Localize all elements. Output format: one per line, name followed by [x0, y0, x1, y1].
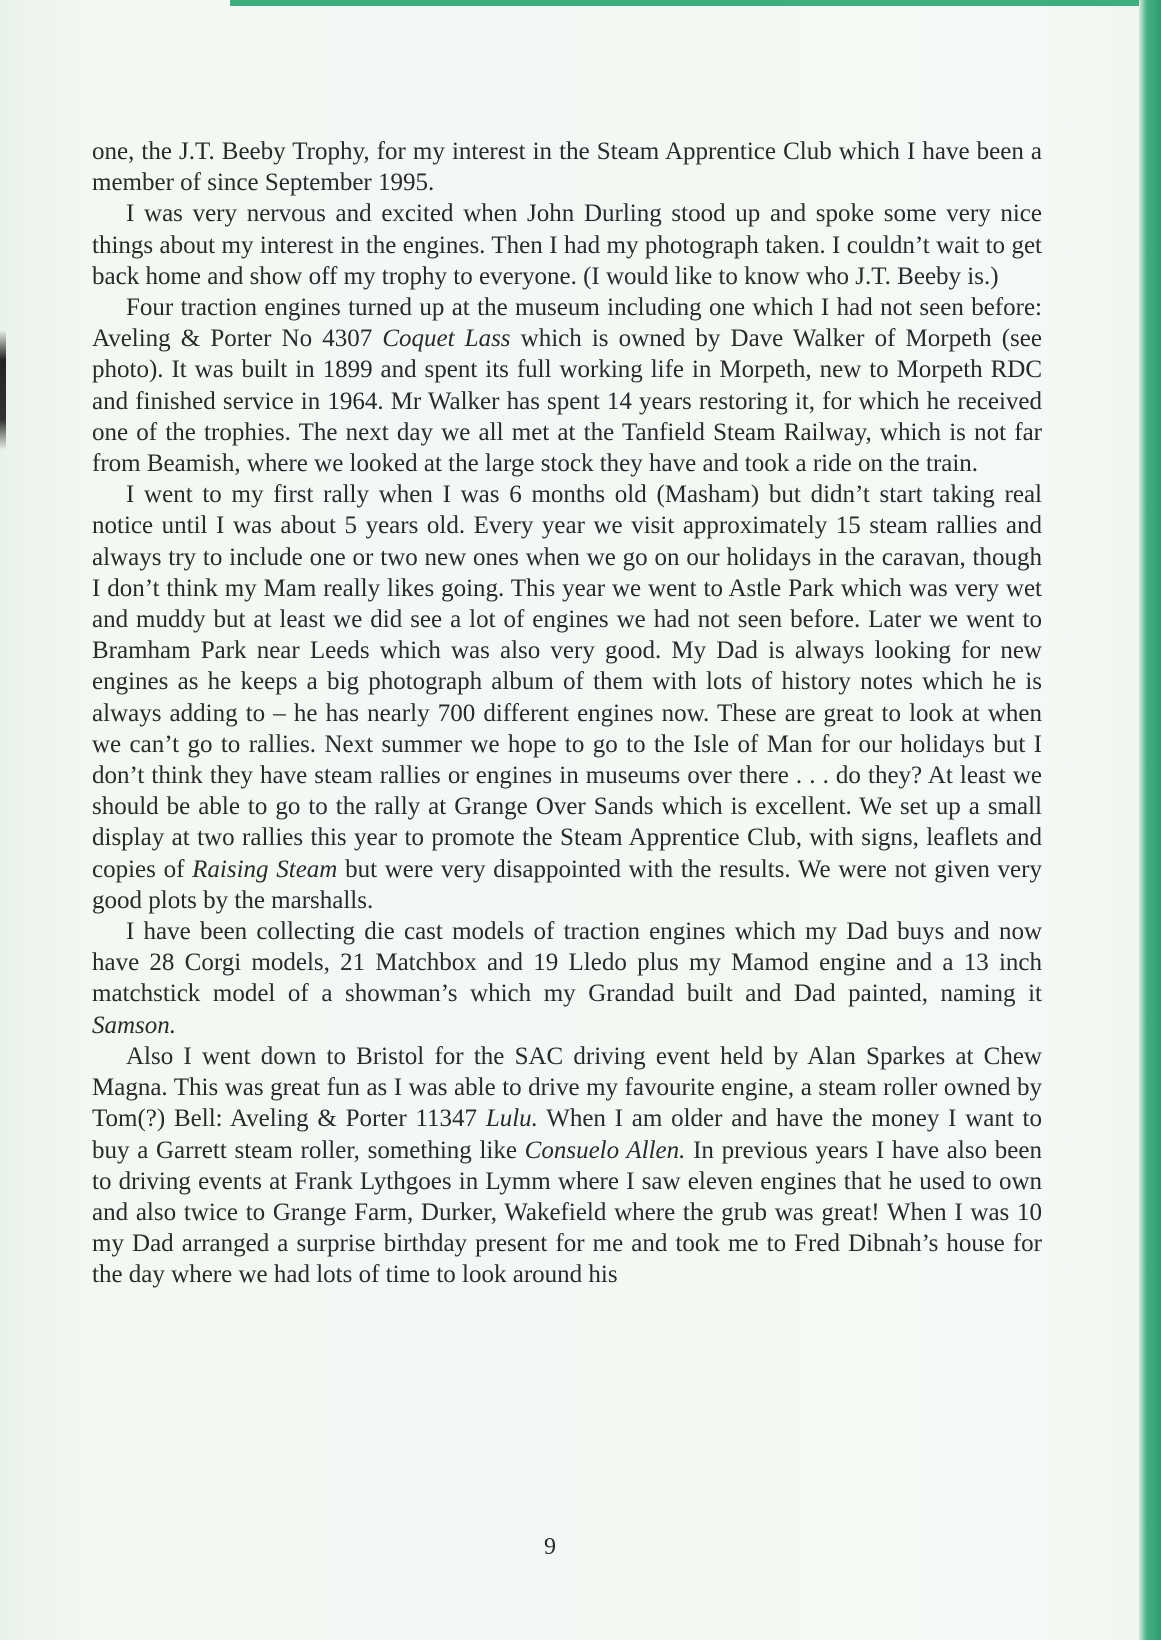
text-run: I went to my first rally when I was 6 months old (Masham) but didn’t start taking real notice until I was about 5 years old. Every year we visit approximately 15 steam rallies and always try to include one or two new ones when we go on our holidays in the caravan, though I don’t think my Mam really likes going. This year we went to Astle Park which was very wet and muddy but at least we did see a lot of engines we had not seen before. Later we went to Bramham Park near Leeds which was also very good. My Dad is always looking for new engines as he keeps a big photograph album of them with lots of history notes which he is always adding to – he has nearly 700 different engines now. These are great to look at when we can’t go to rallies. Next summer we hope to go to the Isle of Man for our holidays but I don’t think they have steam rallies or engines in museums over there . . . do they? At least we should be able to go to the rally at Grange Over Sands which is excellent. We set up a small display at two rallies this year to promote the Steam Apprentice Club, with signs, leaflets and copies of [92, 481, 1042, 883]
binding-shadow [0, 330, 6, 450]
page-number: 9 [544, 1534, 556, 1560]
paragraph [92, 136, 1042, 198]
paragraph [92, 1041, 1042, 1291]
italic-title: Consuelo Allen. [524, 1136, 686, 1164]
paragraph [92, 479, 1042, 916]
page-top-border [230, 0, 1161, 6]
text-run: I was very nervous and excited when John Durling stood up and spoke some very nice things about my interest in the engines. Then I had my photograph taken. I couldn’t wait to get back home and show off my trophy to everyone. (I would like to know who J.T. Beeby is.) [92, 200, 1042, 290]
text-run: Four traction engines turned up at the museum including one which I had not seen before: Aveling & Porter No 4307 [92, 294, 1042, 353]
paragraph [92, 292, 1042, 479]
text-run: but were very disappointed with the results. We were not given very good plots by the marshalls. [92, 855, 1042, 914]
text-run: In previous years I have also been to driving events at Frank Lythgoes in Lymm where I saw eleven engines that he used to own and also twice to Grange Farm, Durker, Wakefield where the grub was great! When I was 10 my Dad arranged a surprise birthday present for me and took me to Fred Dibnah’s house for the day where we had lots of time to look around his [92, 1136, 1042, 1289]
text-run: one, the J.T. Beeby Trophy, for my interest in the Steam Apprentice Club which I have been a member of since September 1995. [92, 138, 1042, 197]
italic-title: Coquet Lass [382, 325, 511, 353]
text-run: Also I went down to Bristol for the SAC driving event held by Alan Sparkes at Chew Magna. This was great fun as I was able to drive my favourite engine, a steam roller owned by Tom(?) Bell: Aveling & Porter 11347 [92, 1042, 1042, 1133]
paragraph [92, 198, 1042, 292]
text-run: I have been collecting die cast models of traction engines which my Dad buys and now have 28 Corgi models, 21 Matchbox and 19 Lledo plus my Mamod engine and a 13 inch matchstick model of a showman’s which my Grandad built and Dad painted, naming it [92, 918, 1042, 1008]
italic-title: Samson. [92, 1011, 177, 1039]
page-right-border [1139, 0, 1161, 1640]
italic-title: Raising Steam [192, 855, 338, 883]
italic-title: Lulu. [485, 1105, 538, 1133]
body-text [92, 136, 1042, 1291]
text-run: which is owned by Dave Walker of Morpeth (see photo). It was built in 1899 and spent its full working life in Morpeth, new to Morpeth RDC and finished service in 1964. Mr Walker has spent 14 years restoring it, for which he received one of the trophies. The next day we all met at the Tanfield Steam Railway, which is not far from Beamish, where we looked at the large stock they have and took a ride on the train. [92, 325, 1042, 478]
text-run: When I am older and have the money I want to buy a Garrett steam roller, something like [92, 1105, 1042, 1164]
paragraph [92, 916, 1042, 1041]
